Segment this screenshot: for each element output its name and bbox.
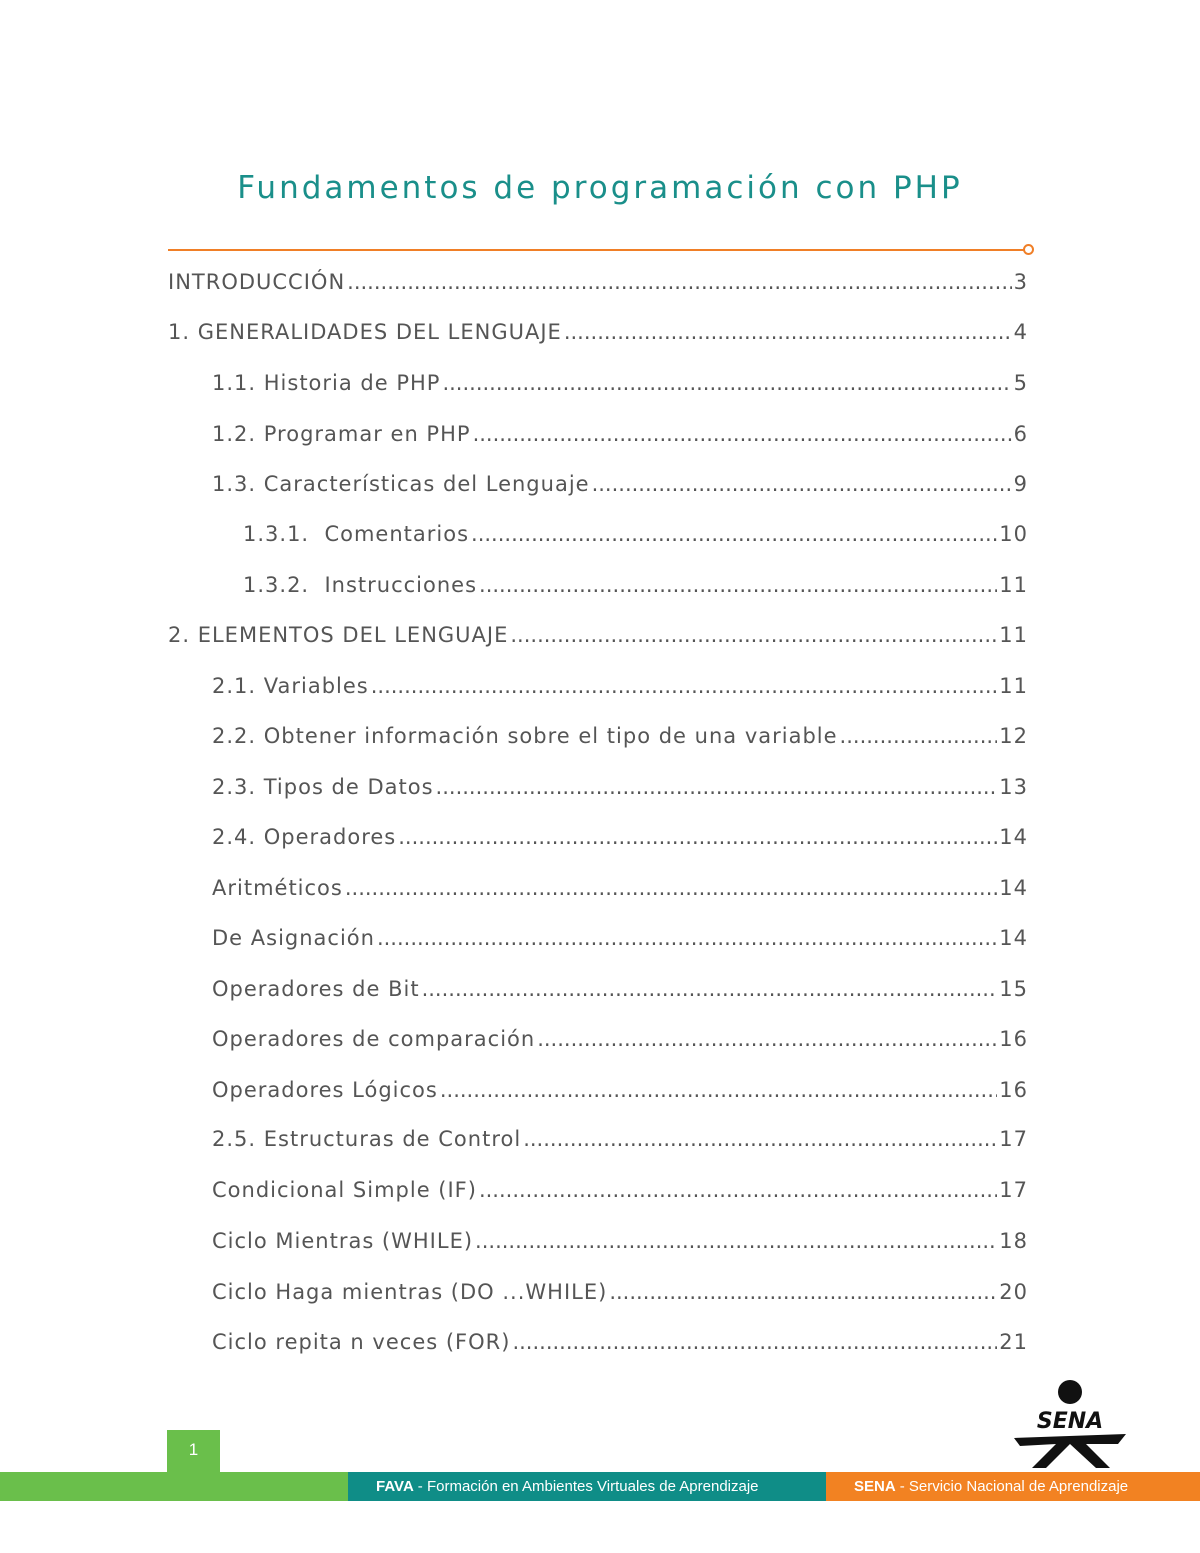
sena-logo <box>1010 1378 1130 1470</box>
toc-entry[interactable] <box>212 674 1028 714</box>
toc-entry-page: 17 <box>999 1178 1028 1202</box>
toc-entry[interactable] <box>212 1330 1028 1370</box>
toc-entry[interactable] <box>212 926 1028 966</box>
toc-leader-dots <box>609 1280 997 1304</box>
toc-entry-page: 11 <box>999 573 1028 597</box>
toc-leader-dots <box>398 825 997 849</box>
toc-entry-page: 11 <box>999 674 1028 698</box>
toc-leader-dots <box>592 472 1012 496</box>
fava-label: FAVA <box>376 1478 414 1495</box>
toc-entry[interactable] <box>168 623 1028 663</box>
title-rule-dot <box>1023 244 1034 255</box>
toc-entry-page: 13 <box>999 775 1028 799</box>
toc-entry-page: 3 <box>1013 270 1028 294</box>
footer-green-bar <box>0 1472 348 1501</box>
toc-entry-label: Operadores de comparación <box>212 1027 536 1051</box>
toc-entry-page: 17 <box>999 1127 1028 1151</box>
toc-entry[interactable] <box>212 422 1028 462</box>
sena-label: SENA <box>854 1478 896 1495</box>
toc-leader-dots <box>436 775 998 799</box>
toc-entry-page: 14 <box>999 876 1028 900</box>
toc-entry-label: 1.3.1. Comentarios <box>243 522 470 546</box>
toc-entry-page: 9 <box>1013 472 1028 496</box>
toc-entry-label: 1.1. Historia de PHP <box>212 371 441 395</box>
toc-entry[interactable] <box>212 825 1028 865</box>
toc-entry[interactable] <box>212 371 1028 411</box>
toc-entry[interactable] <box>212 472 1028 512</box>
toc-entry-label: Ciclo repita n veces (FOR) <box>212 1330 511 1354</box>
toc-entry-label: 2.5. Estructuras de Control <box>212 1127 522 1151</box>
toc-entry-page: 11 <box>999 623 1028 647</box>
toc-leader-dots <box>564 320 1012 344</box>
toc-entry-label: Ciclo Haga mientras (DO ...WHILE) <box>212 1280 608 1304</box>
toc-leader-dots <box>377 926 997 950</box>
toc-leader-dots <box>840 724 998 748</box>
page-number: 1 <box>188 1440 199 1459</box>
footer-fava-bar <box>348 1472 826 1501</box>
toc-leader-dots <box>371 674 998 698</box>
toc-entry-label: 2.3. Tipos de Datos <box>212 775 434 799</box>
toc-entry-label: 2.1. Variables <box>212 674 369 698</box>
toc-entry-page: 6 <box>1013 422 1028 446</box>
logo-wordmark <box>1016 1409 1124 1434</box>
toc-entry-page: 15 <box>999 977 1028 1001</box>
toc-entry[interactable] <box>212 1178 1028 1218</box>
toc-leader-dots <box>345 876 997 900</box>
toc-leader-dots <box>475 1229 997 1253</box>
toc-entry[interactable] <box>243 573 1028 613</box>
toc-entry-page: 14 <box>999 926 1028 950</box>
toc-entry-page: 5 <box>1013 371 1028 395</box>
toc-leader-dots <box>440 1078 997 1102</box>
logo-text: SENA <box>1036 1409 1104 1434</box>
toc-entry[interactable] <box>212 1280 1028 1320</box>
toc-entry[interactable] <box>243 522 1028 562</box>
toc-entry-label: Condicional Simple (IF) <box>212 1178 477 1202</box>
toc-entry-label: Ciclo Mientras (WHILE) <box>212 1229 474 1253</box>
toc-entry[interactable] <box>212 1078 1028 1118</box>
toc-entry-label: Operadores Lógicos <box>212 1078 438 1102</box>
toc-entry-label: Aritméticos <box>212 876 343 900</box>
toc-leader-dots <box>479 573 997 597</box>
logo-head-circle <box>1058 1380 1082 1404</box>
toc-entry-label: INTRODUCCIÓN <box>168 270 346 294</box>
toc-entry[interactable] <box>212 775 1028 815</box>
footer-sena-bar <box>826 1472 1200 1501</box>
toc-entry[interactable] <box>168 320 1028 360</box>
toc-leader-dots <box>471 522 997 546</box>
fava-text: - Formación en Ambientes Virtuales de Aprendizaje <box>417 1478 759 1495</box>
toc-leader-dots <box>523 1127 997 1151</box>
toc-entry[interactable] <box>212 1127 1028 1167</box>
toc-entry-page: 4 <box>1013 320 1028 344</box>
toc-entry-page: 14 <box>999 825 1028 849</box>
title-rule <box>168 249 1024 251</box>
toc-entry-page: 10 <box>999 522 1028 546</box>
toc-entry-page: 16 <box>999 1027 1028 1051</box>
toc-entry-label: 1.2. Programar en PHP <box>212 422 471 446</box>
toc-entry[interactable] <box>212 977 1028 1017</box>
toc-entry-label: 2.2. Obtener información sobre el tipo de una variable <box>212 724 838 748</box>
toc-entry[interactable] <box>168 270 1028 310</box>
toc-entry[interactable] <box>212 1027 1028 1067</box>
logo-arrow-shape <box>1014 1434 1126 1468</box>
toc-leader-dots <box>422 977 998 1001</box>
toc-entry-label: Operadores de Bit <box>212 977 420 1001</box>
toc-entry[interactable] <box>212 724 1028 764</box>
toc-leader-dots <box>512 1330 997 1354</box>
toc-entry-page: 12 <box>999 724 1028 748</box>
toc-leader-dots <box>537 1027 997 1051</box>
toc-leader-dots <box>473 422 1012 446</box>
toc-entry-label: 1. GENERALIDADES DEL LENGUAJE <box>168 320 562 344</box>
toc-entry-page: 20 <box>999 1280 1028 1304</box>
sena-text: - Servicio Nacional de Aprendizaje <box>899 1478 1129 1495</box>
toc-entry-page: 18 <box>999 1229 1028 1253</box>
toc-leader-dots <box>510 623 997 647</box>
toc-leader-dots <box>479 1178 997 1202</box>
toc-entry[interactable] <box>212 876 1028 916</box>
toc-leader-dots <box>442 371 1011 395</box>
toc-entry-label: 2. ELEMENTOS DEL LENGUAJE <box>168 623 509 647</box>
page-title: Fundamentos de programación con PHP <box>237 170 963 206</box>
toc-entry-page: 16 <box>999 1078 1028 1102</box>
toc-entry-label: 2.4. Operadores <box>212 825 397 849</box>
toc-entry[interactable] <box>212 1229 1028 1269</box>
toc-entry-page: 21 <box>999 1330 1028 1354</box>
toc-leader-dots <box>347 270 1011 294</box>
toc-entry-label: 1.3. Características del Lenguaje <box>212 472 590 496</box>
toc-entry-label: 1.3.2. Instrucciones <box>243 573 478 597</box>
toc-entry-label: De Asignación <box>212 926 375 950</box>
